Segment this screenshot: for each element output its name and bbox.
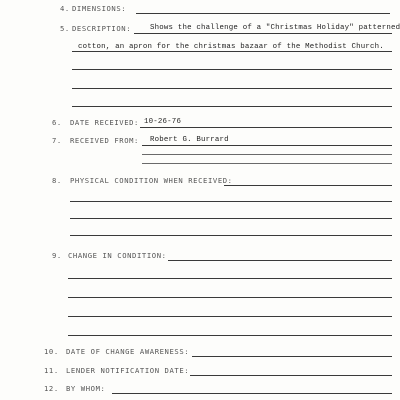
date-received-line: [140, 127, 392, 128]
by-whom-label: BY WHOM:: [66, 384, 106, 393]
physical-condition-line-3: [70, 218, 392, 219]
physical-condition-line-2: [70, 201, 392, 202]
item-number-7: 7.: [52, 136, 62, 145]
description-text-line2: cotton, an apron for the christmas bazaar of the Methodist Church.: [78, 43, 384, 51]
description-label: DESCRIPTION:: [72, 24, 132, 33]
date-received-value: 10-26-76: [144, 118, 182, 126]
received-from-line-2: [142, 154, 392, 155]
date-received-label: DATE RECEIVED:: [70, 118, 139, 127]
item-number-6: 6.: [52, 118, 62, 127]
lender-notification-label: LENDER NOTIFICATION DATE:: [66, 366, 190, 375]
date-change-awareness-label: DATE OF CHANGE AWARENESS:: [66, 347, 190, 356]
item-number-10: 10.: [44, 347, 59, 356]
by-whom-line: [112, 393, 392, 394]
item-number-4: 4.: [60, 4, 70, 13]
description-line-2: [72, 51, 392, 52]
description-line-3: [72, 69, 392, 70]
item-number-8: 8.: [52, 176, 62, 185]
received-from-line-3: [142, 163, 392, 164]
change-in-condition-line-3: [68, 297, 392, 298]
change-in-condition-line-1: [168, 260, 392, 261]
description-line-1: [134, 33, 392, 34]
item-number-12: 12.: [44, 384, 59, 393]
physical-condition-line-1: [224, 185, 392, 186]
item-number-11: 11.: [44, 366, 59, 375]
change-in-condition-line-2: [68, 278, 392, 279]
description-line-5: [72, 106, 392, 107]
item-number-9: 9.: [52, 251, 62, 260]
received-from-value: Robert G. Burrard: [150, 136, 229, 144]
lender-notification-line: [190, 375, 392, 376]
date-change-awareness-line: [192, 356, 392, 357]
description-text-line1: Shows the challenge of a "Christmas Holiday" patterned: [150, 24, 400, 32]
change-in-condition-line-5: [68, 335, 392, 336]
description-line-4: [72, 88, 392, 89]
physical-condition-line-4: [70, 235, 392, 236]
physical-condition-label: PHYSICAL CONDITION WHEN RECEIVED:: [70, 176, 233, 185]
dimensions-line: [136, 13, 390, 14]
item-number-5: 5.: [60, 24, 70, 33]
received-from-label: RECEIVED FROM:: [70, 136, 139, 145]
dimensions-label: DIMENSIONS:: [72, 4, 127, 13]
received-from-line-1: [142, 145, 392, 146]
change-in-condition-label: CHANGE IN CONDITION:: [68, 251, 167, 260]
change-in-condition-line-4: [68, 316, 392, 317]
